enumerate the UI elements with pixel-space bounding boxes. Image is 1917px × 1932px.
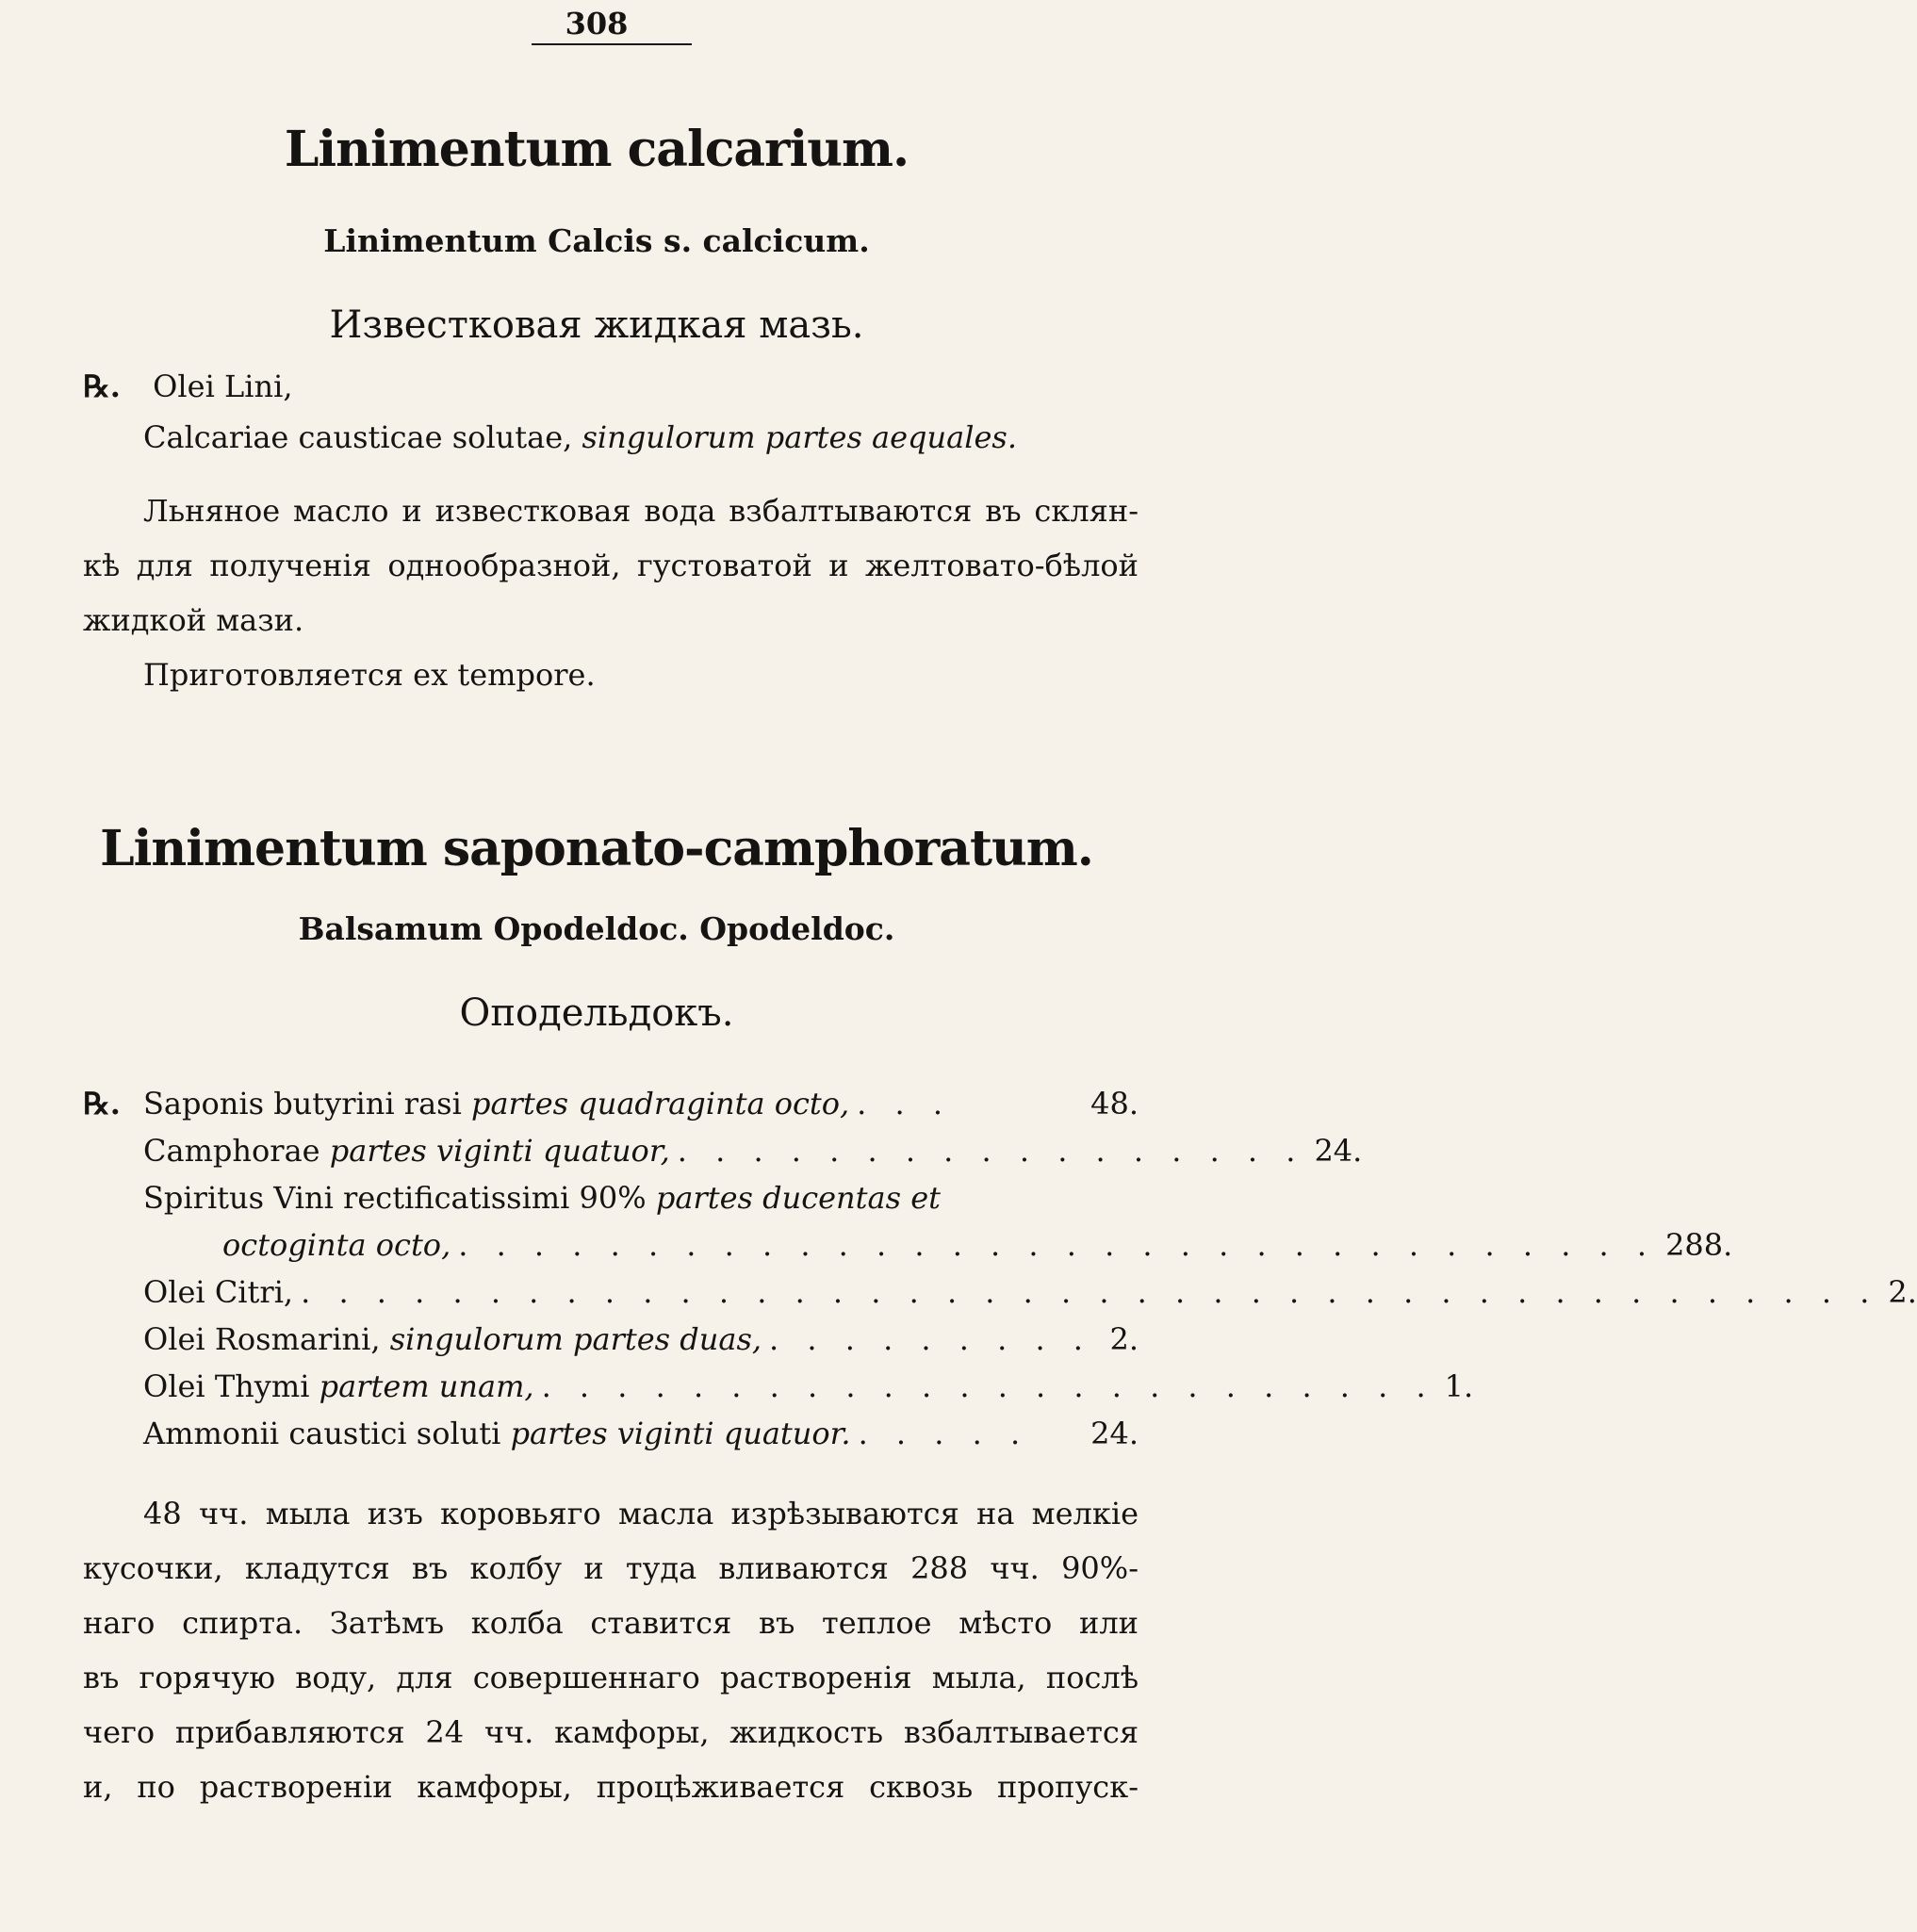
section1-text-line: Льняное масло и известковая вода взбалтываются въ склян-: [143, 493, 1139, 529]
section2-text-line: кусочки, кладутся въ колбу и туда вливаются 288 чч. 90%-: [83, 1550, 1139, 1586]
ingredient-amount: 24.: [1090, 1416, 1139, 1451]
ingredient-row: [143, 1316, 1139, 1363]
section2-text-line: 48 чч. мыла изъ коровьяго масла изрѣзываются на мелкіе: [143, 1496, 1139, 1531]
ingredient-name: Saponis butyrini rasi: [143, 1086, 462, 1122]
ingredient-quantity-note: partes ducentas et: [655, 1180, 941, 1216]
ingredient-quantity-note: partem unam,: [319, 1368, 534, 1404]
ingredient-name: Olei Rosmarini,: [143, 1321, 381, 1357]
section1-subtitle: Linimentum Calcis s. calcicum.: [323, 222, 870, 259]
section1-russian-title: Известковая жидкая мазь.: [329, 303, 864, 347]
ingredient-row: [143, 1174, 1139, 1221]
leader-dots: . . . . . . . . . . . . . . . . . . . . . . . . . . . . . . . .: [458, 1227, 1657, 1263]
ingredient-amount: 48.: [1090, 1086, 1139, 1122]
leader-dots: . . . . . . . . . . . . . . . . .: [677, 1133, 1305, 1169]
section2-title: Linimentum saponato-camphoratum.: [100, 820, 1093, 877]
leader-dots: . . . . .: [858, 1416, 1030, 1451]
page-number: 308: [565, 6, 629, 41]
section2-subtitle: Balsamum Opodeldoc. Opodeldoc.: [298, 910, 895, 947]
rx-symbol: ℞.: [83, 1086, 121, 1122]
page-number-rule: [532, 43, 692, 45]
ingredient-name: Olei Citri,: [143, 1274, 294, 1310]
ingredient-amount: 24.: [1314, 1133, 1363, 1169]
section2-text-line: чего прибавляются 24 чч. камфоры, жидкость взбалтывается: [83, 1714, 1139, 1750]
leader-dots: . . .: [857, 1086, 953, 1122]
ingredient-row: [143, 1363, 1474, 1410]
ingredient-quantity-note: partes viginti quatuor,: [329, 1133, 670, 1169]
ingredient-amount: 2.: [1888, 1274, 1917, 1310]
ingredient-name: Olei Lini,: [153, 368, 293, 404]
section2-text-line: наго спирта. Затѣмъ колба ставится въ теплое мѣсто или: [83, 1605, 1139, 1641]
ingredient-quantity-note: singulorum partes aequales.: [582, 419, 1017, 455]
ingredient-amount: 2.: [1109, 1321, 1139, 1357]
section2-text-line: въ горячую воду, для совершеннаго растворенія мыла, послѣ: [83, 1660, 1139, 1695]
section2-russian-title: Оподельдокъ.: [459, 991, 734, 1035]
section1-recipe-line-1: [83, 368, 1139, 405]
section2-recipe: [83, 1080, 1917, 1457]
ingredient-name: Calcariae causticae solutae,: [143, 419, 573, 455]
ingredient-row: [143, 1127, 1363, 1174]
ingredient-name: Camphorae: [143, 1133, 320, 1169]
ingredient-name: Spiritus Vini rectificatissimi 90%: [143, 1180, 647, 1216]
ingredient-row: [143, 1269, 1917, 1316]
leader-dots: . . . . . . . . . . . . . . . . . . . . . . . . . . . . . . . . . . . . . . . . . .: [301, 1274, 1879, 1310]
ingredient-quantity-note: singulorum partes duas,: [389, 1321, 762, 1357]
ingredient-quantity-note: partes quadraginta octo,: [470, 1086, 850, 1122]
leader-dots: . . . . . . . . . . . . . . . . . . . . . . . .: [541, 1368, 1435, 1404]
section2-text-line: и, по раствореніи камфоры, процѣживается сквозь пропуск-: [83, 1769, 1139, 1805]
ingredient-row: [143, 1080, 1139, 1127]
ingredient-name: Ammonii caustici soluti: [143, 1416, 501, 1451]
ingredient-row: [222, 1221, 1733, 1269]
ingredient-name: Olei Thymi: [143, 1368, 310, 1404]
ingredient-row: [143, 1410, 1139, 1457]
rx-symbol: ℞.: [83, 368, 121, 404]
section1-text-line: кѣ для полученія однообразной, густоватой и желтовато-бѣлой: [83, 548, 1139, 583]
section1-recipe-line-2: [143, 418, 1199, 456]
leader-dots: . . . . . . . . .: [769, 1321, 1092, 1357]
ingredient-quantity-note: partes viginti quatuor.: [510, 1416, 851, 1451]
ingredient-amount: 288.: [1665, 1227, 1733, 1263]
section1-note: Приготовляется ex tempore.: [143, 657, 596, 693]
ingredient-quantity-note: octoginta octo,: [222, 1227, 451, 1263]
section1-text-line: жидкой мази.: [83, 602, 304, 638]
ingredient-amount: 1.: [1444, 1368, 1474, 1404]
section1-title: Linimentum calcarium.: [284, 121, 909, 178]
